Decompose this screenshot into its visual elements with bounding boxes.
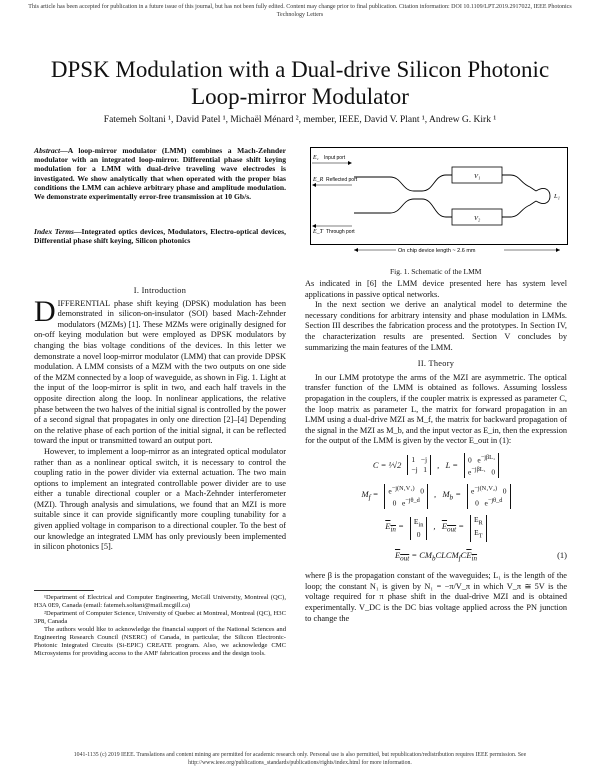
equation-mf-mb: $M_f$ = $e^{-j(N_1V_1)}$ 0 0 $e^{-j\theta\_d}$ , $M_b$ = $e^{-j(N_1V_2)}$ 0 0 $e^{-j\theta\_d}$ (305, 484, 567, 509)
footnotes (34, 594, 286, 658)
theory-paragraph-2: where β is the propagation constant of the waveguides; L₁ is the length of the loop; the constant N₁ is given by N₁ = −π/V_π in which V_π ≅ 5V is the voltage required for π phase shift in the dual-drive MZI and is obtained experimentally. V_DC is the DC bias voltage applied across the PN junction to change the (305, 571, 567, 623)
label-e1: E₁ (313, 155, 319, 161)
right-paragraph-1: As indicated in [6] the LMM device presented here has system level applications in passive optical networks. (305, 279, 567, 299)
label-through-port: Through port (326, 229, 355, 235)
label-et: E_T (313, 229, 324, 235)
abstract-label: Abstract (34, 146, 61, 155)
equation-c-l: C = ¹⁄√2 1 −j −j 1 , L = 0 $e^{-j\beta L_1}$ $e^{-j\beta L_1}$ 0 (305, 453, 567, 478)
paper-title: DPSK Modulation with a Dual-drive Silicon Photonic Loop-mirror Modulator (50, 57, 550, 109)
index-terms-label: Index Terms (34, 227, 74, 236)
index-terms-text: —Integrated optics devices, Modulators, Electro-optical devices, Differential phase shift keying, Silicon photonics (34, 227, 286, 246)
label-v2: V₂ (474, 215, 481, 222)
index-terms (34, 227, 286, 245)
footnote-affiliation-1: ¹Department of Electrical and Computer Engineering, McGill University, Montreal (QC), H3A 0E9, Canada (email: fatemeh.soltani@mail.mcgill.ca) (34, 594, 286, 609)
author-list: Fatemeh Soltani ¹, David Patel ¹, Michaël Ménard ², member, IEEE, David V. Plant ¹, Andrew G. Kirk ¹ (103, 115, 497, 125)
figure-1-schematic (310, 147, 568, 259)
abstract (34, 146, 286, 201)
equation-1: $E_{out}$ = $CM_bCLCM_fCE_{in}$ (1) (394, 549, 567, 563)
intro-paragraph-1 (34, 294, 286, 447)
left-column (34, 286, 286, 553)
right-column (305, 279, 567, 624)
theory-paragraph-1: In our LMM prototype the arms of the MZI are asymmetric. The optical transfer function of the LMM is obtained as follows. Assuming lossless propagation in the couplers, if the coupler matrix is expressed as parameter C, the loop matrix as parameter L, the matrix for forward propagation in an LMM using a dual-drive MZI as M_f, the matrix for backward propagation of the signal in the MZI as M_b, and the input vector as E_in, then the expression for the output of the LMM is given by the vector E_out in (1): (305, 372, 567, 446)
drop-cap: D (34, 294, 56, 328)
section-heading-introduction: I. Introduction (133, 286, 187, 295)
footnote-acknowledgment: The authors would like to acknowledge the financial support of the National Sciences and Engineering Research Council (NSERC) of Canada, in particular, the Silicon Electronic-Photonic Integrated Circuits (Si-EPIC) CREATE program. Also, we acknowledge CMC Microsystems for providing access to the AMF fabrication process and the design tools. (34, 626, 286, 657)
label-v1: V₁ (474, 173, 481, 180)
label-reflected-port: Reflected port (326, 177, 358, 183)
label-l1: L₁ (554, 193, 560, 200)
intro-paragraph-1-text: IFFERENTIAL phase shift keying (DPSK) modulation has been demonstrated in silicon-on-insulator (SOI) based Mach-Zehnder modulators (MZMs) [1]. These MZMs were originally designed for on-off keying modulation but were employed as DPSK modulators by changing the bias voltage conditions of the devices. In this letter we demonstrate a novel loop-mirror modulator (LMM) that can provide DPSK modulation. A LMM consists of a MZM with the two outputs on one side of the MZM connected by a loop of waveguide, as shown in Fig. 1. Light at the input of the loop-mirror is split in two, and each half travels in the opposite direction along the loop. In nonlinear applications, the relative phase between the two halves of the initial signal is controlled by the power of a second signal that propagates in only one direction [2]–[4] Depending on the relative phase of each portion of the initial signal, it can be reflected toward the input or transmitted toward an output port. (34, 298, 286, 446)
right-paragraph-2: In the next section we derive an analytical model to determine the necessary conditions for arbitrary intensity and phase modulation in LMMs. Section III describes the fabrication process and the prototypes. In Section IV, the characterization results are presented. Section V concludes by summarizing the main features of the LMM. (305, 300, 567, 352)
abstract-text: —A loop-mirror modulator (LMM) combines a Mach-Zehnder modulator with an integrated loop-mirror. Differential phase shift keying modulation for a LMM with dual-drive traveling wave electrodes is investigated. We show analytically that when operated with the proper bias conditions the LMM can achieve arbitrary phase and amplitude modulation. We demonstrate experimentally error-free transmission at 10 Gb/s. (34, 146, 286, 202)
label-input-port: Input port (324, 155, 346, 161)
footnote-rule (34, 590, 94, 591)
equation-block (305, 453, 567, 564)
copyright-footer: 1041-1135 (c) 2019 IEEE. Translations and content mining are permitted for academic research only. Personal use is also permitted, but republication/redistribution requires IEEE permission. See http://www.ieee.org/publications_standards/publications/rights/index.html for more information. (73, 752, 527, 766)
accepted-banner: This article has been accepted for publication in a future issue of this journal, but has not been fully edited. Content may change prior to final publication. Citation information: DOI 10.1109/LPT.2019.2917022, IEEE Photonics Technology Letters (28, 4, 572, 18)
equation-number: (1) (557, 549, 567, 560)
footnote-affiliation-2: ²Department of Computer Science, University of Quebec at Montreal, Montreal (QC), H3C 3P8, Canada (34, 610, 286, 625)
intro-paragraph-2: However, to implement a loop-mirror as an integrated optical modulator rather than as a nonlinear optical switch, it is necessary to control the coupling ratio in the power divider via external actuation. The two main options to implement an integrated controllable power divider are to use either a tunable directional coupler or a Mach-Zehnder interferometer (MZI). Through analysis and simulations, we found that an MZI is more suitable since it can provide significantly more coupling tunability for a given applied voltage in comparison to a directional coupler. To the best of our knowledge an integrated LMM has only previously been implemented in silicon photonics [5]. (34, 446, 286, 552)
figure-1-caption: Fig. 1. Schematic of the LMM (390, 267, 482, 276)
label-chip-length: On chip device length ~ 2.6 mm (398, 248, 476, 254)
label-er: E_R (313, 177, 324, 183)
section-heading-theory: II. Theory (417, 359, 455, 369)
equation-ein-eout: $E_{in}$ = $E_{in}$ 0 , $E_{out}$ = $E_R$ $E_T$ (305, 515, 567, 542)
